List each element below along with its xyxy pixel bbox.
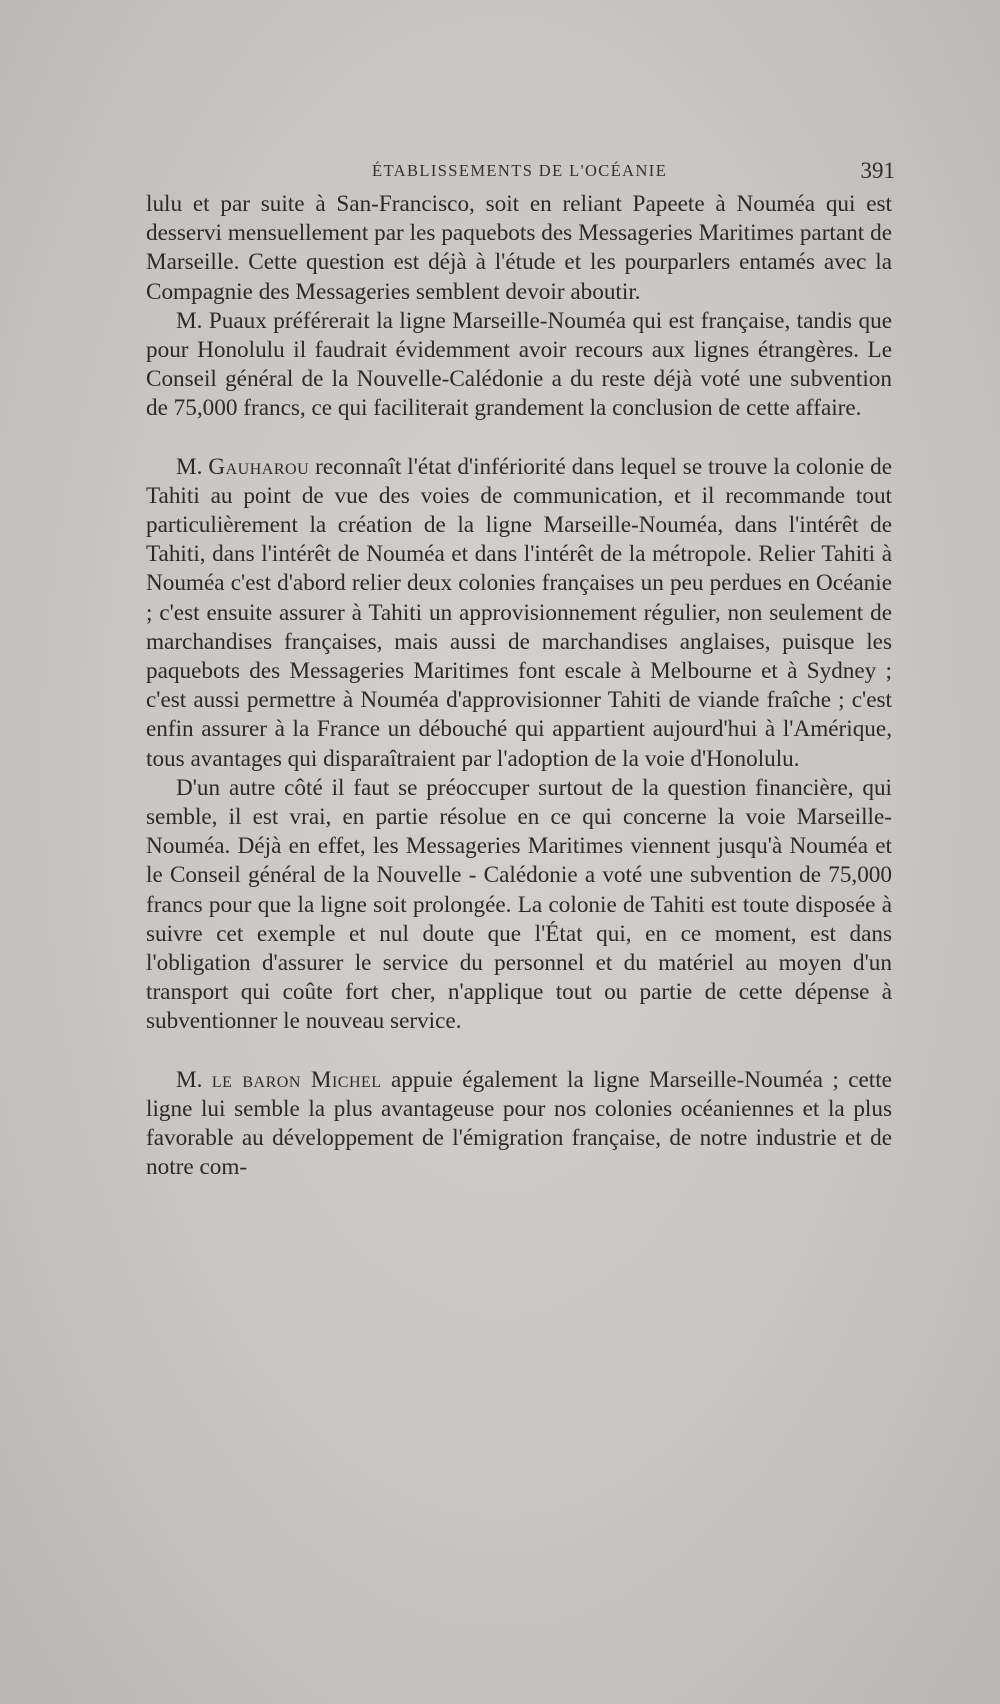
speaker-name: le baron Michel bbox=[211, 1066, 382, 1093]
running-head: ÉTABLISSEMENTS DE L'OCÉANIE bbox=[372, 161, 668, 180]
paragraph-text: reconnaît l'état d'infériorité dans lequel se trouve la colonie de Tahiti au point de vue des voies de communication, et il recommande tout particulièrement la création de la ligne Marseille-Nouméa, dans l'intérêt de Tahiti, dans l'intérêt de Nouméa et dans l'intérêt de la métropole. Relier Tahiti à Nouméa c'est d'abord relier deux colonies françaises un peu perdues en Océanie ; c'est ensuite assurer à Tahiti un approvisionnement régulier, non seulement de marchandises françaises, mais aussi de marchandises anglaises, puisque les paquebots des Messageries Maritimes font escale à Melbourne et à Sydney ; c'est aussi permettre à Nouméa d'approvisionner Tahiti de viande fraîche ; c'est enfin assurer à la France un débouché qui appartient aujourd'hui à l'Amérique, tous avantages qui disparaîtraient par l'adoption de la voie d'Honolulu. bbox=[146, 453, 893, 772]
speaker-name: Gauharou bbox=[208, 453, 310, 480]
paragraph: M. Puaux préférerait la ligne Marseille-Nouméa qui est française, tandis que pour Honolulu il faudrait évidemment avoir recours aux lignes étrangères. Le Conseil général de la Nouvelle-Calédonie a du reste déjà voté une subvention de 75,000 francs, ce qui faciliterait grandement la conclusion de cette affaire. bbox=[146, 307, 892, 422]
page-header bbox=[150, 158, 895, 192]
paragraph bbox=[146, 453, 892, 774]
paragraph bbox=[146, 1066, 892, 1183]
speaker-prefix: M. bbox=[176, 453, 209, 480]
page-number: 391 bbox=[860, 158, 895, 183]
body-text bbox=[146, 190, 892, 1183]
paragraph: D'un autre côté il faut se préoccuper surtout de la question financière, qui semble, il est vrai, en partie résolue en ce qui concerne la voie Marseille-Nouméa. Déjà en effet, les Messageries Maritimes viennent jusqu'à Nouméa et le Conseil général de la Nouvelle - Calédonie a voté une subvention de 75,000 francs pour que la ligne soit prolongée. La colonie de Tahiti est toute disposée à suivre cet exemple et nul doute que l'État qui, en ce moment, est dans l'obligation d'assurer le service du personnel et du matériel au moyen d'un transport qui coûte fort cher, n'applique tout ou partie de cette dépense à subventionner le nouveau service. bbox=[146, 774, 892, 1035]
speaker-prefix: M. bbox=[176, 1066, 212, 1093]
paragraph-text: appuie également la ligne Marseille-Nouméa ; cette ligne lui semble la plus avantageuse pour nos colonies océaniennes et la plus favorable au développement de l'émigration française, de notre industrie et de notre com- bbox=[146, 1066, 892, 1181]
paragraph: lulu et par suite à San-Francisco, soit en reliant Papeete à Nouméa qui est desservi mensuellement par les paquebots des Messageries Maritimes partant de Marseille. Cette question est déjà à l'étude et les pourparlers entamés avec la Compagnie des Messageries semblent devoir aboutir. bbox=[146, 191, 892, 305]
